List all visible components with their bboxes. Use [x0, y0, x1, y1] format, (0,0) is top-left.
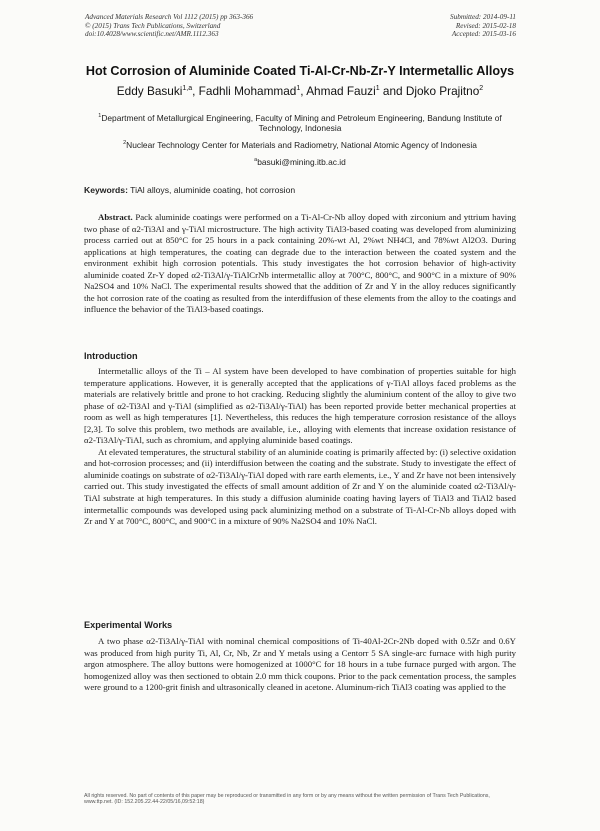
author-sup: 1 [375, 85, 380, 93]
affiliation-text: Nuclear Technology Center for Materials and Radiometry, National Atomic Agency of Indonesia [126, 139, 477, 150]
keywords-label: Keywords: [84, 185, 128, 195]
affiliation-sup: 1 [98, 113, 102, 119]
revised-date: Revised: 2015-02-18 [455, 21, 516, 30]
paper-title: Hot Corrosion of Aluminide Coated Ti-Al-Cr-Nb-Zr-Y Intermetallic Alloys [85, 64, 515, 78]
affiliation-text: Department of Metallurgical Engineering, Faculty of Mining and Petroleum Engineering, Bandung Institute of Technology, Indonesia [101, 112, 502, 134]
author-separator: , [300, 84, 307, 98]
abstract-label: Abstract. [98, 212, 133, 222]
copyright-footer: All rights reserved. No part of contents of this paper may be reproduced or transmitted in any form or by any means without the written permission of Trans Tech Publications, www.ttp.net. (ID: 152.205.22.44-22/05/16,09:52:18) [84, 793, 490, 806]
author-name: Fadhli Mohammad [198, 84, 297, 98]
abstract-paragraph [84, 212, 516, 316]
author-email[interactable] [95, 155, 505, 167]
introduction-body [84, 366, 516, 528]
abstract [84, 212, 516, 316]
affiliation-2 [95, 138, 505, 150]
affiliation-1 [95, 111, 505, 134]
submitted-date: Submitted: 2014-09-11 [450, 13, 516, 21]
author-separator: , [192, 84, 199, 98]
experimental-body [84, 636, 516, 694]
journal-citation: Advanced Materials Research Vol 1112 (2015) pp 363-366 [85, 13, 254, 21]
experimental-paragraph: A two phase α2-Ti3Al/γ-TiAl with nominal chemical compositions of Ti-40Al-2Cr-2Nb doped with 0.5Zr and 0.6Y was produced from high purity Ti, Al, Cr, Nb, Zr and Y metals using a Centorr 5 SA single-arc furnace with high purity argon atmosphere. The alloy buttons were homogenized at 1000°C for 18 hours in a tube furnace purged with argon. The homogenized alloy was then sectioned to obtain 2.0 mm thick coupons. Prior to the pack cementation process, the samples were ground to a 1200-grit finish and ultrasonically cleaned in acetone. Aluminum-rich TiAl3 coating was applied to the [84, 636, 516, 693]
abstract-text: Pack aluminide coatings were performed on a Ti-Al-Cr-Nb alloy doped with zirconium and yttrium having two phase of α2-Ti3Al and γ-TiAl microstructure. The high activity TiAl3-based coating was developed from aluminizing process carried out at 850°C for 25 hours in a pack containing 20%-wt Al, 2%wt NH4Cl, and 78%wt Al2O3. During applications at high temperatures, the coating can degrade due to the interaction between the coated system and the environment exhibit high corrosion potentials. This study investigates the hot corrosion behavior of high-activity aluminide coated Zr-Y doped α2-Ti3Al/γ-TiAlCrNb intermetallic alloy at 700°C, 800°C, and 900°C in a mixture of 90% Na2SO4 and 10% NaCl. The experimental results showed that the addition of Zr and Y in the alloy reduces significantly the hot corrosion rate of the coating as resulted from the interdiffusion of these elements from the alloy to the coatings and influence the behavior of the TiAl3-based coatings. [84, 212, 516, 315]
keywords [84, 185, 516, 195]
author-list [60, 84, 540, 98]
keywords-text: TiAl alloys, aluminide coating, hot corrosion [130, 185, 296, 195]
accepted-date: Accepted: 2015-03-16 [451, 30, 516, 39]
doi-line: doi:10.4028/www.scientific.net/AMR.1112.363 [85, 30, 219, 39]
author-name: Ahmad Fauzi [306, 84, 376, 98]
section-heading-introduction: Introduction [84, 351, 138, 361]
intro-paragraph: Intermetallic alloys of the Ti – Al system have been developed to have combination of properties suitable for high temperature applications. However, it is generally accepted that the applications of γ-TiAl alloys faced problems as the materials are relatively brittle and prone to hot cracking. Reducing slightly the aluminium content of the alloy to give two phase of α2-Ti3Al and γ-TiAl (simplified as α2-Ti3Al/γ-TiAl) has been reported provide better mechanical properties at room as well as high temperatures [1]. Nevertheless, this reduces the high temperature corrosion resistance of the alloys [2,3]. To solve this problem, two methods are available, i.e., alloying with elements that increase oxidation resistance of α2-Ti3Al/γ-TiAl, such as chromium, and applying aluminide based coatings. [84, 366, 516, 446]
author-name: Djoko Prajitno [405, 84, 480, 98]
email-text[interactable]: basuki@mining.itb.ac.id [257, 156, 346, 167]
author-sup: 1,a [182, 85, 193, 93]
dates-header [450, 13, 516, 39]
journal-header [85, 13, 253, 39]
copyright-line: © (2015) Trans Tech Publications, Switzerland [85, 21, 221, 30]
intro-paragraph: At elevated temperatures, the structural stability of an aluminide coating is primarily affected by: (i) selective oxidation and hot-corrosion processes; and (ii) interdiffusion between the coating and the substrate. Study to investigate the effect of aluminide coatings on substrate of α2-Ti3Al/γ-TiAl doped with rare earth elements, i.e., Y and Zr have not been intensively carried out. This study investigated the effects of small amount addition of Zr and Y on the aluminide coated α2-Ti3Al/γ-TiAl substrate at high temperatures. In this study a diffusion aluminide coating having layers of TiAl3 and TiAl2 based intermetallic compounds was developed using pack aluminizing method on a substrate of Ti-Al-Cr-Nb alloys doped with Zr and Y at 700°C, 800°C, and 900°C in a mixture of 90% Na2SO4 and 10% NaCl. [84, 446, 516, 527]
author-name: Eddy Basuki [116, 84, 183, 98]
section-heading-experimental: Experimental Works [84, 620, 173, 630]
author-sup: 1 [296, 85, 301, 93]
email-sup: a [254, 157, 258, 163]
author-and: and [379, 84, 406, 98]
author-sup: 2 [479, 85, 484, 93]
affiliation-sup: 2 [123, 140, 127, 146]
